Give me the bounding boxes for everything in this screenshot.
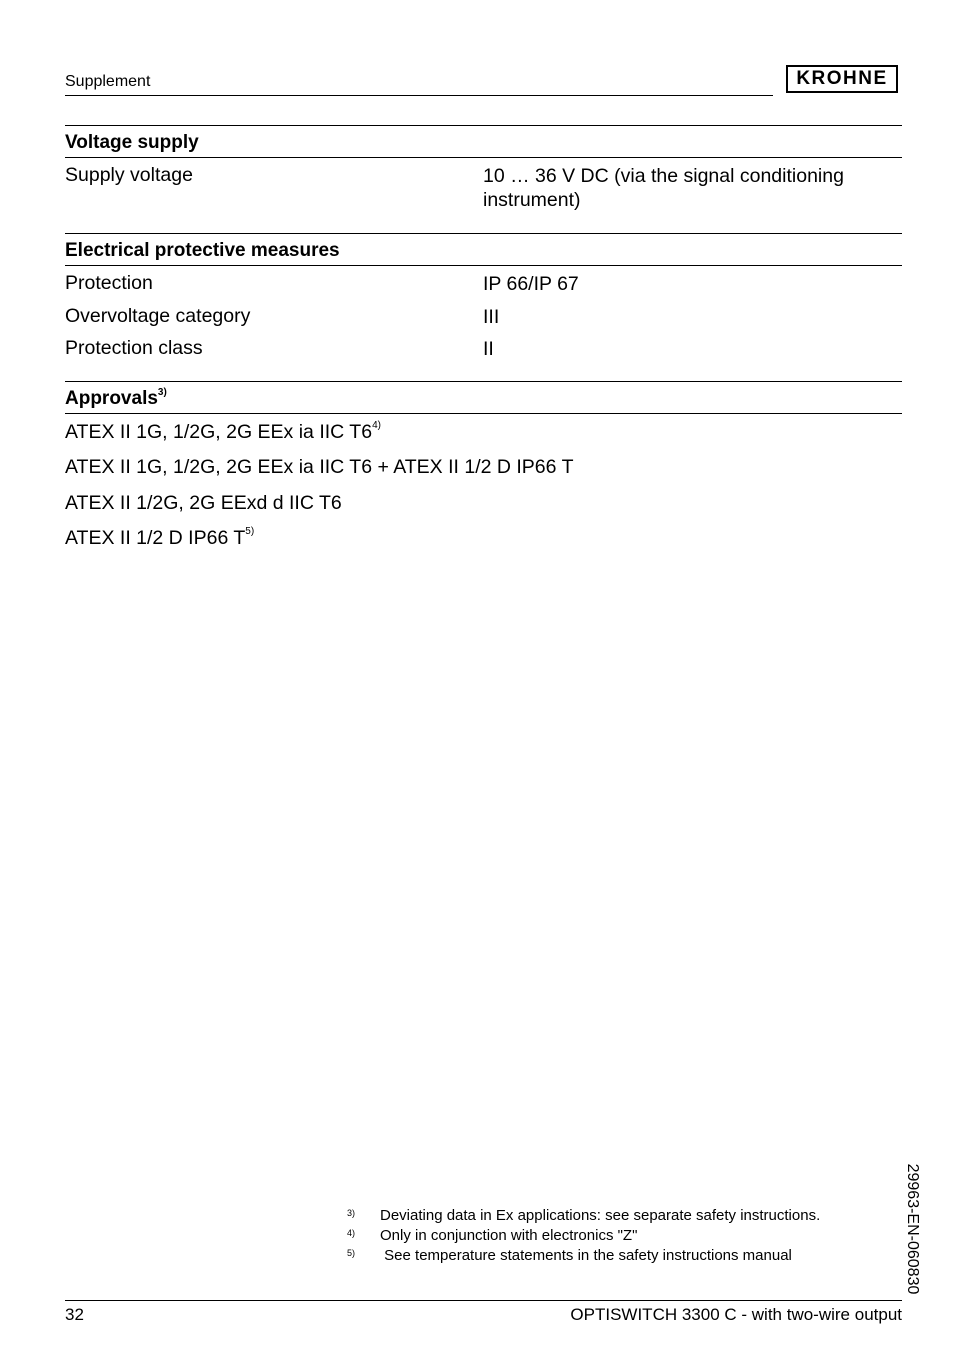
document-code: 29963-EN-060830 — [904, 1163, 921, 1295]
footnote-ref: 5) — [245, 526, 255, 537]
approval-text: ATEX II 1G, 1/2G, 2G EEx ia IIC T6 — [65, 421, 373, 443]
section-rule-bottom — [65, 265, 902, 266]
footnote-item — [347, 1247, 792, 1264]
row-value-supply-voltage: 10 … 36 V DC (via the signal conditioning instrument) — [483, 165, 844, 211]
row-value-protection-class: II — [483, 338, 494, 360]
brand-logo: KROHNE — [786, 65, 898, 93]
footnote-text: Deviating data in Ex applications: see separate safety instructions. — [380, 1207, 821, 1224]
section-rule-top — [65, 381, 902, 382]
row-label-supply-voltage: Supply voltage — [65, 164, 193, 186]
footnote-text: Only in conjunction with electronics "Z" — [380, 1227, 638, 1244]
header-rule — [65, 95, 773, 96]
footer-rule — [65, 1300, 902, 1301]
footnote-mark: 3) — [347, 1208, 356, 1218]
row-value-overvoltage: III — [483, 306, 500, 328]
approval-text: ATEX II 1/2 D IP66 T — [65, 527, 246, 549]
footnote-ref: 4) — [372, 420, 381, 431]
section-rule-bottom — [65, 413, 902, 414]
section-title-electrical-protective: Electrical protective measures — [65, 240, 340, 261]
approval-text: ATEX II 1/2G, 2G EExd d IIC T6 — [65, 492, 342, 514]
approval-item — [65, 492, 342, 515]
footnote-item — [347, 1207, 820, 1224]
approval-item — [65, 421, 381, 444]
row-label-protection: Protection — [65, 272, 153, 294]
footer-product-title: OPTISWITCH 3300 C - with two-wire output — [570, 1305, 902, 1324]
section-rule-top — [65, 125, 902, 126]
footnote-ref: 3) — [157, 387, 167, 398]
footnote-mark: 5) — [347, 1248, 356, 1258]
section-rule-top — [65, 233, 902, 234]
footnote-item — [347, 1227, 637, 1244]
row-label-overvoltage: Overvoltage category — [65, 305, 251, 327]
approval-item — [65, 456, 573, 479]
section-title-voltage-supply: Voltage supply — [65, 132, 199, 153]
section-title-approvals — [65, 388, 167, 410]
row-label-protection-class: Protection class — [65, 337, 203, 359]
approval-item — [65, 527, 254, 550]
page-number: 32 — [65, 1305, 84, 1324]
header-section-label: Supplement — [65, 73, 151, 90]
footnote-text: See temperature statements in the safety instructions manual — [380, 1247, 792, 1264]
section-rule-bottom — [65, 157, 902, 158]
row-value-protection: IP 66/IP 67 — [483, 273, 579, 295]
approval-text: ATEX II 1G, 1/2G, 2G EEx ia IIC T6 + ATEX II 1/2 D IP66 T — [65, 456, 574, 478]
approvals-title-text: Approvals — [65, 388, 158, 409]
footnote-mark: 4) — [347, 1228, 356, 1238]
